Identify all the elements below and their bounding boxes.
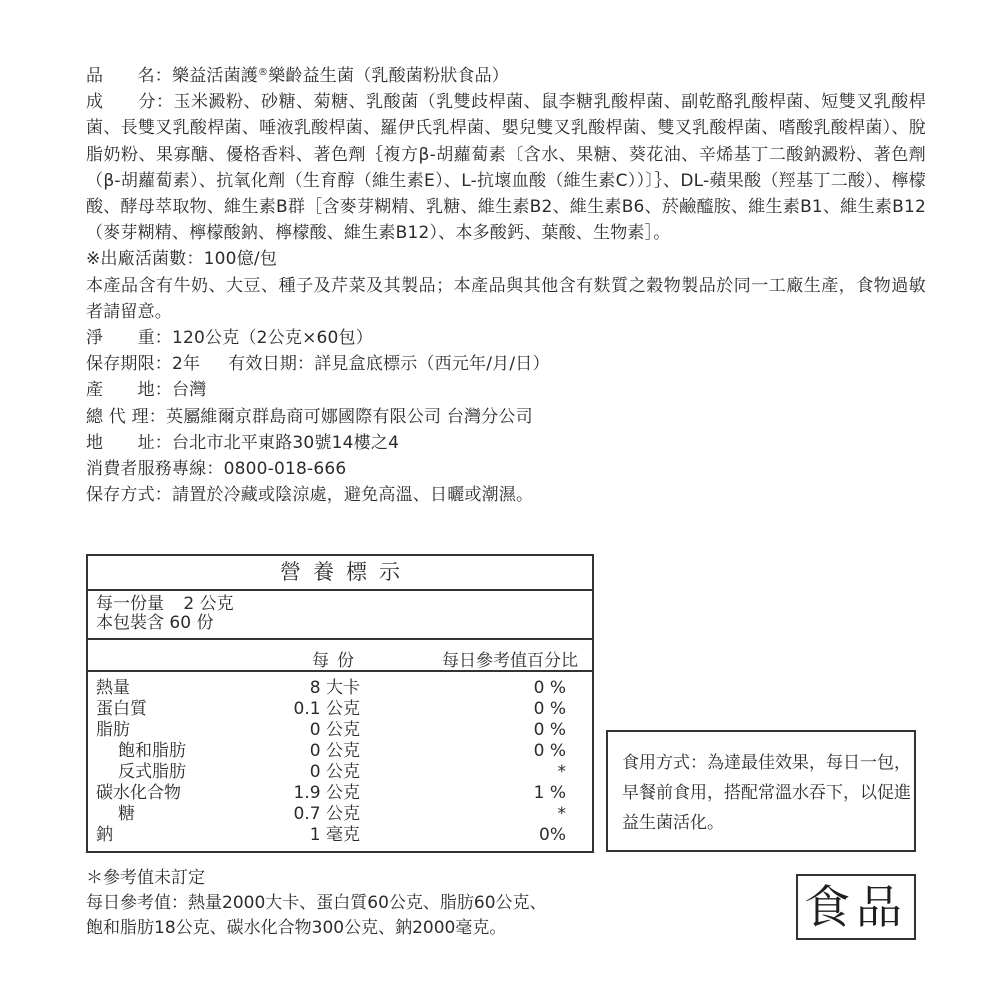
servings-per-package — [96, 614, 592, 633]
nutrition-rows — [88, 672, 592, 846]
nutrient-amount: 1.9 公克 — [293, 783, 360, 803]
table-row — [88, 720, 592, 741]
net-weight: 120公克（2公克×60包） — [172, 328, 373, 349]
agent-line — [86, 404, 926, 430]
live-count: ※出廠活菌數：100億/包 — [86, 249, 278, 270]
product-name-label: 品 名： — [86, 66, 172, 86]
shelf-life-label: 保存期限： — [86, 354, 172, 375]
nutrient-name: 碳水化合物 — [96, 783, 181, 803]
table-row — [88, 804, 592, 825]
shelf-life-line — [86, 351, 926, 377]
ingredients-text: 玉米澱粉、砂糖、菊糖、乳酸菌（乳雙歧桿菌、鼠李糖乳酸桿菌、副乾酪乳酸桿菌、短雙叉乳酸桿菌、長雙叉乳酸桿菌、唾液乳酸桿菌、羅伊氏乳桿菌、嬰兒雙叉乳酸桿菌、雙叉乳酸桿菌、嗜酸乳酸桿菌）、脫脂奶粉、果寡醣、優格香料、著色劑｛複方β-胡蘿蔔素〔含水、果糖、葵花油、辛烯基丁二酸鈉澱粉、著色劑（β-胡蘿蔔素）、抗氧化劑（生育醇（維生素E）、L-抗壞血酸（維生素C））〕｝、DL-蘋果酸（羥基丁二酸）、檸檬酸、酵母萃取物、維生素B群［含麥芽糊精、乳糖、維生素B2、維生素B6、菸鹼醯胺、維生素B1、維生素B12（麥芽糊精、檸檬酸鈉、檸檬酸、維生素B12）、本多酸鈣、葉酸、生物素］。 — [86, 92, 926, 244]
agent-label: 總 代 理： — [86, 406, 167, 427]
nutrient-dv: 0% — [539, 825, 566, 845]
shelf-life: 2年 — [172, 354, 201, 375]
table-row — [88, 825, 592, 846]
hotline: 0800-018-666 — [223, 459, 347, 480]
allergen-warning: 本產品含有牛奶、大豆、種子及芹菜及其製品；本產品與其他含有麩質之穀物製品於同一工廠生產，食物過敏者請留意。 — [86, 275, 926, 322]
nutrient-dv: 0 % — [533, 699, 566, 719]
nutrient-dv: 0 % — [533, 720, 566, 740]
address: 台北市北平東路30號14樓之4 — [172, 432, 400, 453]
nutrient-amount: 0 公克 — [309, 762, 360, 782]
food-category-badge: 食品 — [796, 874, 916, 940]
serving-size-unit: 公克 — [199, 594, 234, 614]
nutrient-name: 脂肪 — [96, 720, 130, 740]
nutrient-amount: 0.7 公克 — [293, 804, 360, 824]
nutrient-amount: 0 公克 — [309, 741, 360, 761]
nutrition-title: 營養標示 — [88, 556, 592, 591]
net-weight-label: 淨 重： — [86, 328, 172, 349]
nutrient-dv: 0 % — [533, 678, 566, 698]
serving-info — [88, 591, 592, 640]
serving-size — [96, 595, 592, 614]
nutrient-amount: 0.1 公克 — [293, 699, 360, 719]
storage-line — [86, 482, 926, 508]
ingredients — [86, 89, 926, 246]
table-row — [88, 762, 592, 783]
usage-instructions — [606, 730, 916, 852]
ingredients-label: 成 分： — [86, 92, 174, 113]
servings-unit: 份 — [196, 613, 214, 633]
usage-text: 食用方式：為達最佳效果，每日一包，早餐前食用，搭配常溫水吞下，以促進益生菌活化。 — [622, 753, 911, 833]
nutrition-table — [86, 554, 594, 853]
storage: 請置於冷藏或陰涼處，避免高溫、日曬或潮濕。 — [172, 485, 534, 506]
nutrient-amount: 1 毫克 — [309, 825, 360, 845]
servings-value: 60 — [169, 613, 192, 633]
expiry-label: 有效日期： — [228, 354, 315, 375]
nutrition-notes — [86, 866, 547, 941]
nutrient-dv: * — [557, 804, 566, 824]
col-daily-value: 每日參考值百分比 — [442, 651, 578, 671]
registered-mark: ® — [258, 67, 269, 78]
nutrient-dv: 0 % — [533, 741, 566, 761]
nutrient-dv: * — [557, 762, 566, 782]
nutrient-name: 鈉 — [96, 825, 113, 845]
servings-label: 本包裝含 — [96, 613, 164, 633]
address-line — [86, 430, 926, 456]
nutrient-name: 飽和脂肪 — [118, 741, 186, 761]
table-row — [88, 741, 592, 762]
address-label: 地 址： — [86, 432, 172, 453]
nutrition-header — [88, 640, 592, 672]
nutrient-name: 反式脂肪 — [118, 762, 186, 782]
product-info — [86, 60, 926, 508]
net-weight-line — [86, 325, 926, 351]
table-row — [88, 699, 592, 720]
table-row — [88, 783, 592, 804]
nutrient-dv: 1 % — [533, 783, 566, 803]
nutrient-name: 熱量 — [96, 678, 130, 698]
product-brand: 樂益活菌護 — [172, 66, 258, 86]
agent: 英屬維爾京群島商可娜國際有限公司 台灣分公司 — [166, 406, 533, 427]
serving-size-label: 每一份量 — [96, 594, 164, 614]
table-row — [88, 678, 592, 699]
product-name-line — [86, 60, 926, 89]
origin: 台灣 — [172, 380, 207, 401]
origin-label: 產 地： — [86, 380, 172, 401]
nutrient-name: 糖 — [118, 804, 135, 824]
origin-line — [86, 377, 926, 403]
product-name: 樂齡益生菌（乳酸菌粉狀食品） — [268, 66, 510, 86]
storage-label: 保存方式： — [86, 485, 172, 506]
expiry: 詳見盒底標示（西元年/月/日） — [314, 354, 550, 375]
nutrient-amount: 8 大卡 — [309, 678, 360, 698]
col-per-serving: 每份 — [312, 651, 362, 671]
daily-reference-line-2: 飽和脂肪18公克、碳水化合物300公克、鈉2000毫克。 — [86, 918, 507, 938]
footnote: ＊參考值未訂定 — [86, 868, 205, 888]
nutrient-name: 蛋白質 — [96, 699, 147, 719]
nutrient-amount: 0 公克 — [309, 720, 360, 740]
daily-reference-line-1: 每日參考值：熱量2000大卡、蛋白質60公克、脂肪60公克、 — [86, 893, 547, 913]
hotline-label: 消費者服務專線： — [86, 459, 224, 480]
hotline-line — [86, 456, 926, 482]
serving-size-value: 2 — [183, 594, 195, 614]
